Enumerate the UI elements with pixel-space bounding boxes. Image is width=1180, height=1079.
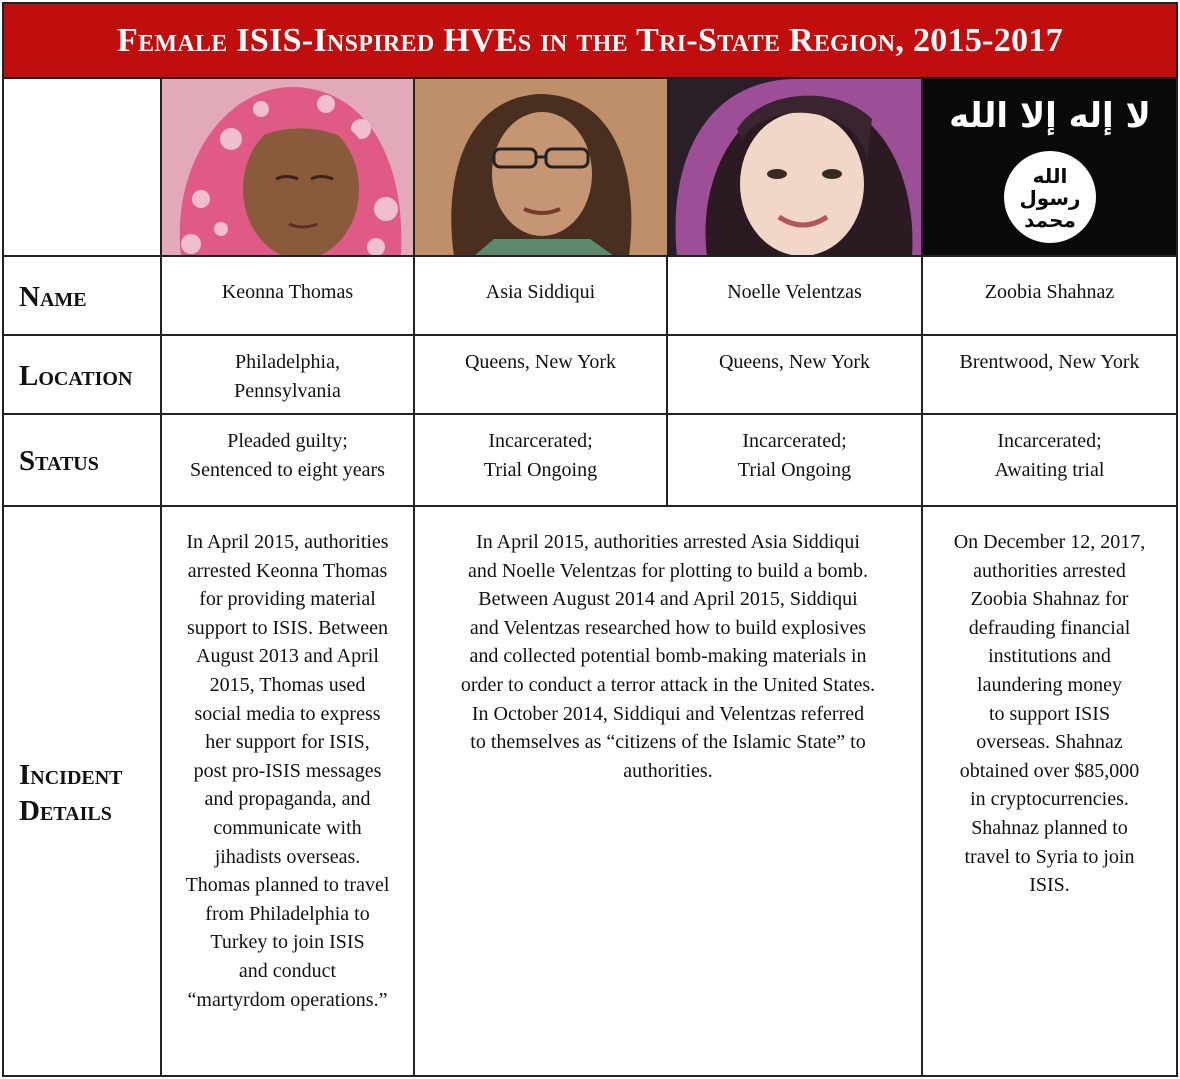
- status-line: Awaiting trial: [994, 458, 1105, 481]
- location-line: Queens, New York: [718, 351, 871, 373]
- detail-line: and propaganda, and: [204, 788, 371, 811]
- detail-line: In October 2014, Siddiqui and Velentzas referred: [471, 702, 865, 725]
- location-line: Queens, New York: [464, 351, 617, 373]
- detail-line: and Noelle Velentzas for plotting to build a bomb.: [467, 559, 869, 582]
- detail-line: obtained over $85,000: [959, 759, 1140, 782]
- location-asia-siddiqui: [415, 348, 666, 377]
- detail-line: travel to Syria to join: [964, 845, 1135, 868]
- location-noelle-velentzas: [668, 348, 921, 377]
- detail-line: In April 2015, authorities: [186, 531, 389, 553]
- detail-line: Zoobia Shahnaz for: [970, 588, 1129, 611]
- status-line: Trial Ongoing: [483, 458, 598, 481]
- page-title: Female ISIS-Inspired HVEs in the Tri-State Region, 2015-2017: [117, 21, 1063, 59]
- flag-seal-line2: رسول: [1019, 186, 1081, 210]
- name-zoobia-shahnaz: Zoobia Shahnaz: [984, 281, 1115, 303]
- detail-line: arrested Keonna Thomas: [187, 559, 388, 582]
- detail-line: communicate with: [213, 816, 362, 839]
- flag-shahada: لا إله إلا الله: [949, 96, 1151, 136]
- location-line: Philadelphia,: [235, 351, 340, 373]
- status-line: Incarcerated;: [488, 430, 593, 452]
- name-asia-siddiqui: Asia Siddiqui: [485, 281, 596, 303]
- detail-line: Turkey to join ISIS: [210, 931, 365, 954]
- detail-line: order to conduct a terror attack in the United States.: [460, 673, 876, 696]
- detail-line: for providing material: [199, 588, 376, 611]
- location-line: Brentwood, New York: [959, 351, 1140, 373]
- detail-line: her support for ISIS,: [205, 731, 370, 754]
- label-incident-line2: Details: [19, 795, 112, 827]
- status-line: Trial Ongoing: [737, 458, 852, 481]
- details-siddiqui-velentzas: [415, 528, 921, 785]
- label-incident-line1: Incident: [19, 759, 123, 791]
- label-location: Location: [19, 360, 133, 392]
- status-line: Pleaded guilty;: [227, 430, 348, 452]
- detail-line: jihadists overseas.: [214, 845, 361, 868]
- detail-line: Between August 2014 and April 2015, Siddiqui: [478, 588, 858, 611]
- detail-line: authorities.: [623, 759, 713, 782]
- detail-line: to support ISIS: [988, 702, 1111, 725]
- name-noelle-velentzas: Noelle Velentzas: [727, 281, 862, 303]
- detail-line: to themselves as “citizens of the Islamic State” to: [470, 731, 866, 754]
- detail-line: In April 2015, authorities arrested Asia Siddiqui: [476, 531, 860, 553]
- detail-line: and collected potential bomb-making materials in: [469, 645, 867, 668]
- detail-line: overseas. Shahnaz: [976, 731, 1123, 754]
- detail-line: laundering money: [977, 673, 1122, 696]
- detail-line: in cryptocurrencies.: [970, 788, 1129, 811]
- detail-line: institutions and: [988, 645, 1111, 668]
- detail-line: 2015, Thomas used: [209, 673, 366, 696]
- detail-line: from Philadelphia to: [205, 902, 370, 925]
- detail-line: social media to express: [194, 702, 381, 725]
- detail-line: August 2013 and April: [196, 645, 379, 668]
- status-keonna-thomas: [162, 427, 413, 484]
- location-zoobia-shahnaz: [923, 348, 1176, 377]
- details-keonna-thomas: [162, 528, 413, 1014]
- detail-line: On December 12, 2017,: [953, 531, 1146, 553]
- detail-line: post pro-ISIS messages: [193, 759, 382, 782]
- status-asia-siddiqui: [415, 427, 666, 484]
- status-line: Incarcerated;: [997, 430, 1102, 452]
- status-line: Sentenced to eight years: [190, 458, 385, 481]
- details-zoobia-shahnaz: [923, 528, 1176, 900]
- status-line: Incarcerated;: [742, 430, 847, 452]
- detail-line: support to ISIS. Between: [186, 616, 389, 639]
- detail-line: defrauding financial: [968, 616, 1131, 639]
- flag-seal-line3: محمد: [1024, 208, 1076, 232]
- flag-seal-line1: الله: [1032, 164, 1068, 188]
- detail-line: authorities arrested: [973, 559, 1126, 582]
- name-keonna-thomas: Keonna Thomas: [221, 281, 354, 303]
- detail-line: and Velentzas researched how to build explosives: [469, 616, 867, 639]
- detail-line: ISIS.: [1029, 874, 1070, 897]
- location-line: Pennsylvania: [234, 379, 341, 402]
- detail-line: Thomas planned to travel: [185, 874, 390, 897]
- location-keonna-thomas: [162, 348, 413, 405]
- detail-line: and conduct: [238, 959, 337, 982]
- status-zoobia-shahnaz: [923, 427, 1176, 484]
- detail-line: Shahnaz planned to: [971, 816, 1128, 839]
- status-noelle-velentzas: [668, 427, 921, 484]
- detail-line: “martyrdom operations.”: [187, 988, 388, 1011]
- label-status: Status: [19, 445, 99, 477]
- label-name: Name: [19, 281, 87, 313]
